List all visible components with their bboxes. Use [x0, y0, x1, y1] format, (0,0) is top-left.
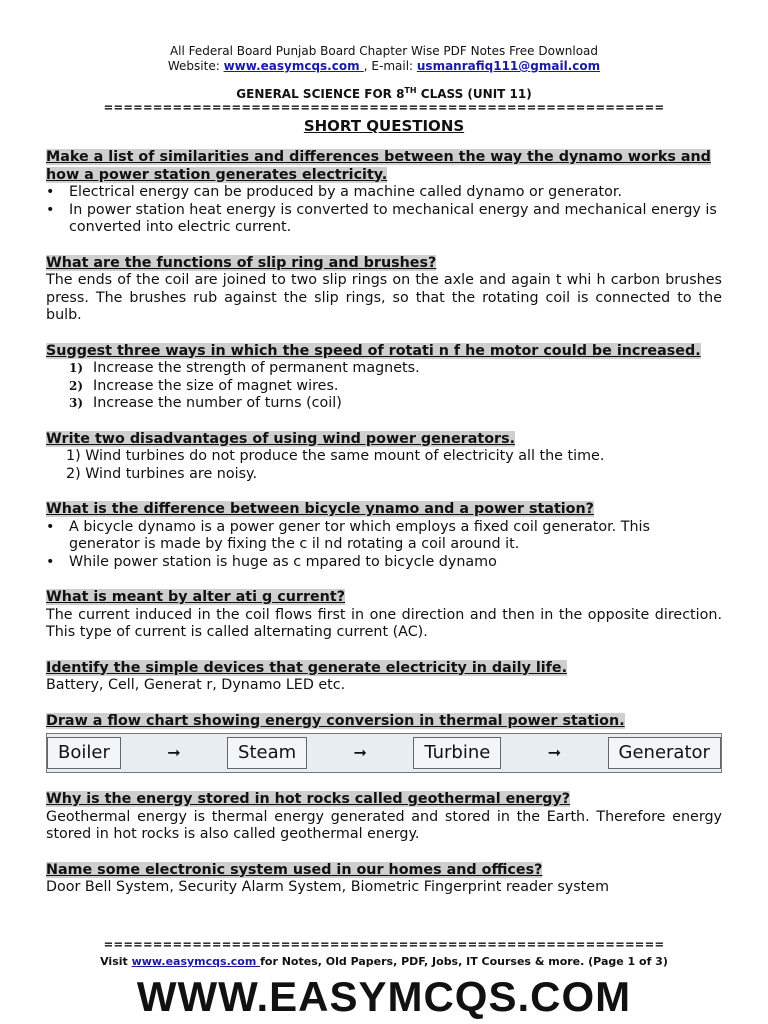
- question-block: [46, 149, 722, 237]
- top-rule: =========================================================: [103, 101, 665, 113]
- answer-list: [46, 448, 722, 483]
- header-tagline: All Federal Board Punjab Board Chapter Wise PDF Notes Free Download: [169, 44, 599, 58]
- answer-text: Door Bell System, Security Alarm System, Biometric Fingerprint reader system: [46, 879, 610, 895]
- question-text: Write two disadvantages of using wind power generators.: [46, 430, 516, 447]
- question-heading: [46, 149, 722, 184]
- footer-rule: =========================================================: [103, 938, 665, 950]
- website-link[interactable]: www.easymcqs.com: [223, 59, 364, 73]
- bullet-item: • In power station heat energy is converted to mechanical energy and mechanical energy is converted into electric current.: [46, 202, 722, 237]
- email-label: , E-mail:: [363, 59, 417, 73]
- question-heading: [46, 862, 722, 880]
- flow-chart: [46, 733, 722, 773]
- item-number: 2): [69, 378, 84, 393]
- bullet-item: • While power station is huge as c mpared to bicycle dynamo: [46, 554, 722, 572]
- item-number: 1): [69, 361, 84, 375]
- question-block: [46, 862, 722, 897]
- footer-text: for Notes, Old Papers, PDF, Jobs, IT Courses & more. (Page 1 of 3): [260, 955, 668, 968]
- item-number: 3): [69, 396, 84, 410]
- question-block: [46, 431, 722, 484]
- question-block: [46, 660, 722, 695]
- questions-list: [0, 149, 768, 897]
- question-heading: [46, 343, 722, 361]
- answer-numbered: [46, 360, 722, 413]
- question-block: [46, 713, 722, 774]
- list-line: 2) Wind turbines are noisy.: [66, 465, 257, 482]
- numbered-item: [69, 378, 722, 396]
- list-line: 1) Wind turbines do not produce the same mount of electricity all the time.: [66, 448, 605, 464]
- bullet-item: • Electrical energy can be produced by a machine called dynamo or generator.: [46, 184, 722, 202]
- website-label: Website:: [167, 59, 224, 73]
- question-block: [46, 589, 722, 642]
- question-text: Name some electronic system used in our homes and offices?: [46, 861, 543, 878]
- numbered-item: [69, 360, 722, 378]
- flow-step: Boiler: [47, 737, 121, 769]
- header-contact: [0, 59, 768, 74]
- question-heading: [46, 431, 722, 449]
- question-heading: [46, 589, 722, 607]
- brand-watermark: WWW.EASYMCQS.COM: [136, 973, 632, 1020]
- question-block: [46, 501, 722, 571]
- page-header: [0, 0, 768, 74]
- flow-arrow-icon: ➞: [353, 743, 367, 763]
- flow-arrow-icon: ➞: [547, 743, 562, 763]
- question-heading: [46, 255, 722, 273]
- question-text: What are the functions of slip ring and brushes?: [46, 254, 437, 271]
- question-text: What is meant by alter ati g current?: [46, 589, 345, 605]
- subject-prefix: GENERAL SCIENCE FOR 8: [236, 87, 405, 101]
- question-heading: [46, 501, 722, 519]
- bullet-item: • A bicycle dynamo is a power gener tor which employs a fixed coil generator. This generator is made by fixing the c il nd rotating a coil around it.: [46, 519, 722, 554]
- item-text: Increase the size of magnet wires.: [93, 377, 339, 394]
- subject-superscript: TH: [404, 86, 417, 95]
- answer-text: Geothermal energy is thermal energy generated and stored in the Earth. Therefore energy stored in hot rocks is also called geothermal energy.: [46, 808, 722, 842]
- question-text: Identify the simple devices that generate electricity in daily life.: [46, 659, 568, 676]
- question-block: [46, 791, 722, 844]
- flow-arrow-icon: ➞: [167, 743, 181, 763]
- item-text: Increase the number of turns (coil): [93, 395, 342, 411]
- footer-line: [0, 955, 768, 968]
- flow-step: Turbine: [413, 737, 501, 769]
- question-heading: [46, 713, 722, 731]
- answer-text: The current induced in the coil flows first in one direction and then in the opposite direction. This type of current is called alternating current (AC).: [46, 606, 722, 640]
- section-title: SHORT QUESTIONS: [303, 117, 465, 135]
- flow-step: Generator: [608, 737, 721, 769]
- answer-bullets: [46, 184, 722, 237]
- question-text: Why is the energy stored in hot rocks called geothermal energy?: [46, 791, 571, 807]
- question-text: Suggest three ways in which the speed of rotati n f he motor could be increased.: [46, 342, 701, 359]
- question-block: [46, 343, 722, 413]
- answer-text: Battery, Cell, Generat r, Dynamo LED etc.: [46, 677, 346, 693]
- question-block: [46, 255, 722, 325]
- question-heading: [46, 660, 722, 678]
- flow-step: Steam: [227, 737, 307, 769]
- email-link[interactable]: usmanrafiq111@gmail.com: [416, 59, 601, 73]
- question-text: Make a list of similarities and differences between the way the dynamo works and how a power station generates electricity.: [46, 149, 711, 183]
- question-text: Draw a flow chart showing energy conversion in thermal power station.: [46, 712, 625, 729]
- question-heading: [46, 791, 722, 809]
- footer-link[interactable]: www.easymcqs.com: [131, 955, 261, 968]
- answer-bullets: [46, 519, 722, 572]
- footer-visit: Visit: [100, 955, 132, 968]
- subject-suffix: CLASS (UNIT 11): [416, 87, 532, 101]
- question-text: What is the difference between bicycle ynamo and a power station?: [46, 501, 594, 517]
- subject-title: [0, 86, 768, 101]
- answer-text: The ends of the coil are joined to two slip rings on the axle and again t whi h carbon brushes press. The brushes rub against the slip rings, so that the rotating coil is connected to the bulb.: [46, 272, 722, 323]
- numbered-item: [69, 395, 722, 413]
- item-text: Increase the strength of permanent magnets.: [93, 360, 420, 376]
